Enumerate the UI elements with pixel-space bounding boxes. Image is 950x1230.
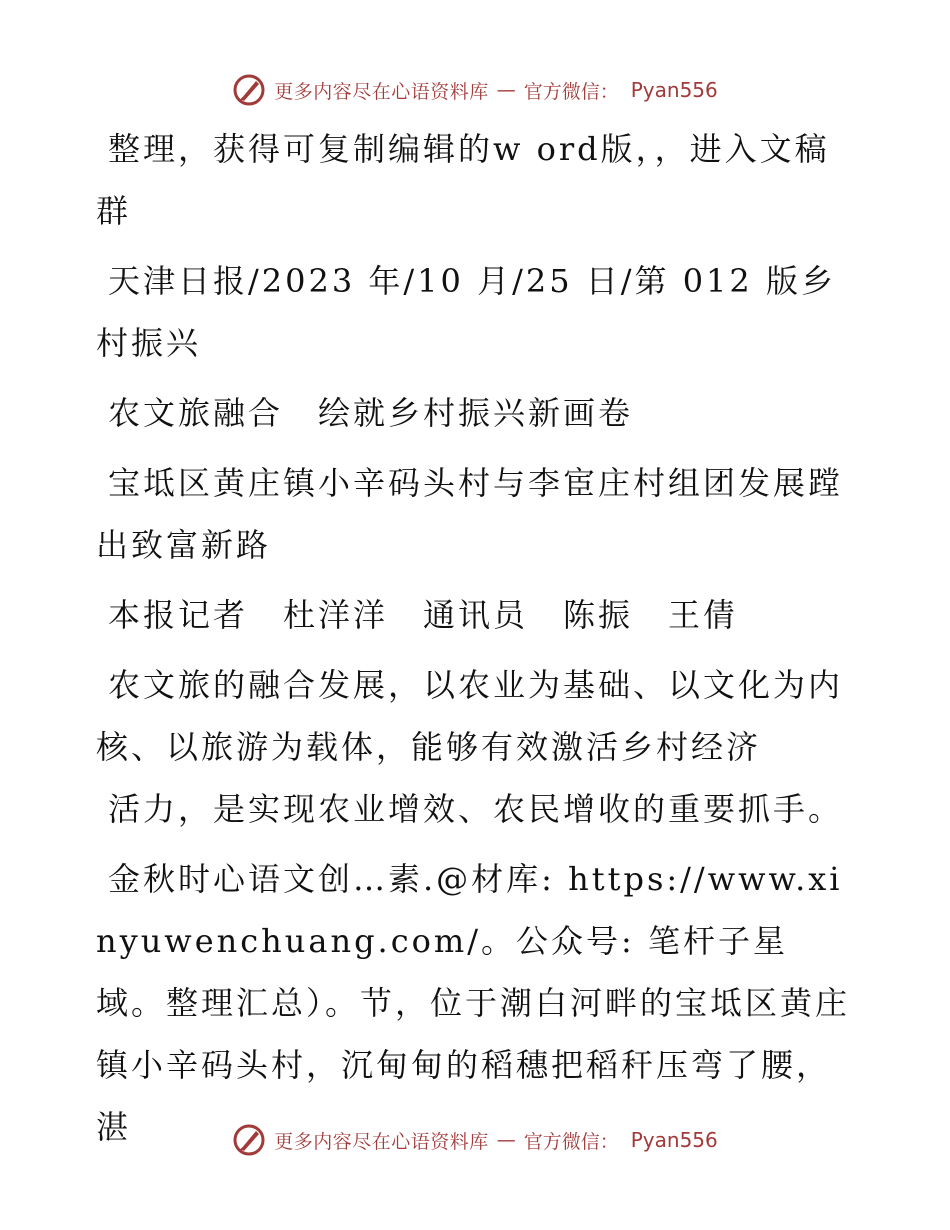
quill-logo-icon bbox=[232, 1123, 266, 1157]
quill-logo-icon bbox=[232, 73, 266, 107]
header-banner bbox=[0, 70, 950, 110]
banner-wechat-id: Pyan556 bbox=[630, 1128, 718, 1152]
article-subheadline: 宝坻区黄庄镇小辛码头村与李宦庄村组团发展蹚出致富新路 bbox=[96, 464, 844, 564]
paragraph-body-2: 活力，是实现农业增效、农民增收的重要抓手。 bbox=[108, 790, 844, 828]
banner-slogan: 更多内容尽在心语资料库 bbox=[274, 1130, 489, 1153]
banner-wechat-id: Pyan556 bbox=[630, 78, 718, 102]
document-body bbox=[96, 118, 856, 1166]
paragraph-source: 天津日报/2023 年/10 月/25 日/第 012 版乡村振兴 bbox=[96, 262, 836, 362]
banner-contact-label: 官方微信： bbox=[523, 1130, 619, 1153]
article-headline: 农文旅融合 绘就乡村振兴新画卷 bbox=[108, 394, 634, 432]
article-byline: 本报记者 杜洋洋 通讯员 陈振 王倩 bbox=[108, 596, 739, 634]
banner-separator: — bbox=[496, 79, 516, 101]
footer-banner bbox=[0, 1120, 950, 1160]
paragraph-body-3: 金秋时心语文创…素.@材库: https://www.xinyuwenchuang.com/。公众号: 笔杆子星域。整理汇总）。节，位于潮白河畔的宝坻区黄庄镇小辛码头村，沉甸甸的稻穗把稻秆压弯了腰，湛 bbox=[96, 860, 851, 1146]
banner-contact-label: 官方微信： bbox=[523, 80, 619, 103]
paragraph-body-1: 农文旅的融合发展，以农业为基础、以文化为内核、以旅游为载体，能够有效激活乡村经济 bbox=[96, 666, 844, 766]
banner-slogan: 更多内容尽在心语资料库 bbox=[274, 80, 489, 103]
paragraph-intro: 整理，获得可复制编辑的w ord版，，进入文稿群 bbox=[96, 130, 830, 230]
banner-separator: — bbox=[496, 1129, 516, 1151]
